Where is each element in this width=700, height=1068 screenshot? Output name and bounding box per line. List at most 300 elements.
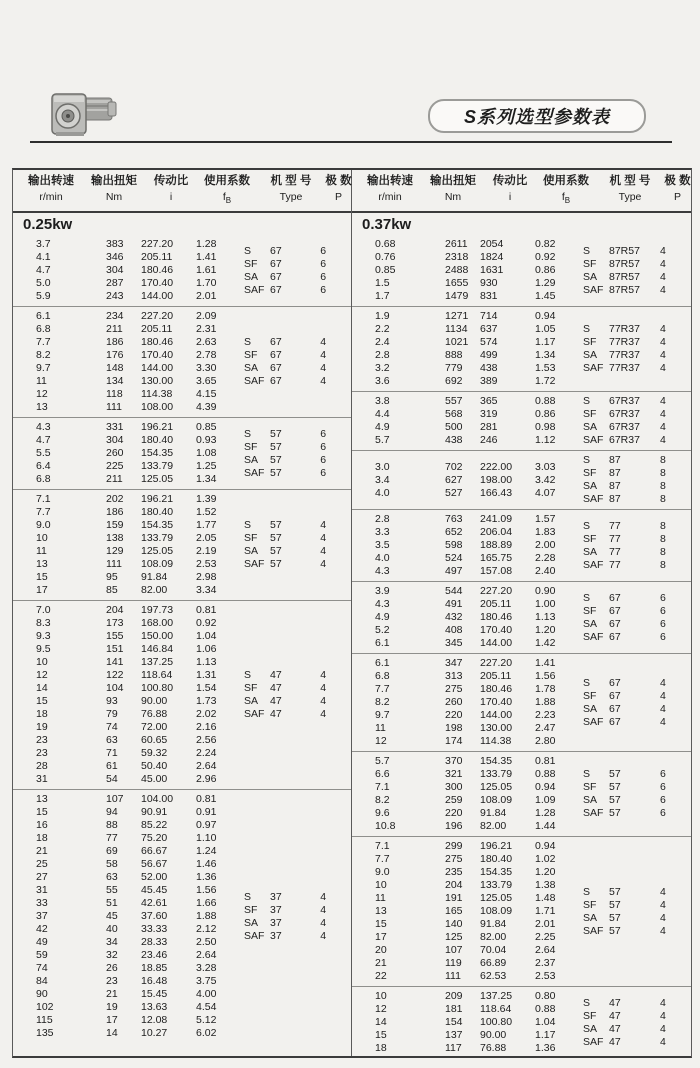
data-cell: 76.88 [480, 1042, 507, 1055]
data-cell: 1.7 [375, 290, 390, 303]
type-label [244, 362, 320, 375]
data-cell: 241.09 [480, 513, 513, 526]
header-unit: P [673, 191, 681, 203]
type-size: 67R37 [609, 421, 640, 434]
data-cell: 15 [36, 695, 48, 708]
data-cell: 52.00 [141, 871, 168, 884]
data-cell: 544 [445, 585, 463, 598]
data-cell: 2.78 [196, 349, 217, 362]
data-cell: 1.88 [196, 910, 217, 923]
data-cell: 408 [445, 624, 463, 637]
type-label [583, 794, 660, 807]
data-cell: 2.50 [196, 936, 217, 949]
data-cell: 15 [375, 918, 387, 931]
poles-value: 6 [320, 283, 327, 296]
data-cell: 1.9 [375, 310, 390, 323]
data-cell: 1.28 [535, 807, 556, 820]
data-cell: 6.8 [375, 670, 390, 683]
type-label [244, 375, 320, 388]
data-cell: 0.90 [535, 585, 556, 598]
data-cell: 70.04 [480, 944, 507, 957]
data-cell: 1.88 [535, 696, 556, 709]
type-label [583, 631, 660, 644]
type-size: 67 [609, 604, 621, 617]
type-size: 77 [609, 558, 621, 571]
data-cell: 1.52 [196, 506, 217, 519]
model-block [13, 600, 351, 789]
type-prefix: SA [583, 617, 598, 630]
type-prefix: S [583, 676, 591, 689]
type-prefix: SAF [244, 929, 265, 942]
block-data-rows [352, 395, 583, 447]
data-cell: 15 [375, 1029, 387, 1042]
data-cell: 82.00 [480, 820, 507, 833]
data-cell: 389 [480, 375, 498, 388]
data-cell: 5.7 [375, 755, 390, 768]
poles-value: 4 [660, 283, 666, 296]
data-cell: 6.4 [36, 460, 51, 473]
data-cell: 66.89 [480, 957, 507, 970]
type-size: 57 [609, 794, 621, 807]
type-prefix: SA [583, 545, 598, 558]
data-cell: 3.0 [375, 460, 390, 473]
data-cell: 3.6 [375, 375, 390, 388]
type-label [583, 258, 660, 271]
data-cell: 45 [106, 910, 118, 923]
data-cell: 56.67 [141, 858, 168, 871]
data-cell: 2.37 [535, 957, 556, 970]
type-label [583, 520, 660, 533]
data-cell: 4.3 [36, 421, 51, 434]
type-label [583, 546, 660, 559]
data-cell: 91.84 [480, 918, 507, 931]
type-prefix: SA [244, 695, 259, 708]
data-cell: 181 [445, 1003, 463, 1016]
data-cell: 2.96 [196, 773, 217, 786]
data-cell: 125.05 [480, 781, 513, 794]
type-prefix: SAF [583, 283, 604, 296]
data-cell: 95 [106, 571, 118, 584]
data-cell: 287 [106, 277, 124, 290]
data-cell: 4.15 [196, 388, 217, 401]
type-label [583, 997, 660, 1010]
data-cell: 3.03 [535, 460, 556, 473]
data-cell: 12 [36, 669, 48, 682]
type-label [583, 493, 660, 506]
poles-column [660, 768, 691, 820]
data-cell: 74 [36, 962, 48, 975]
column-header [352, 170, 691, 213]
model-block [352, 391, 691, 450]
type-prefix: S [244, 336, 252, 349]
type-size: 57 [270, 519, 282, 532]
data-cell: 438 [445, 434, 463, 447]
data-cell: 13 [36, 401, 48, 414]
data-cell: 176 [106, 349, 124, 362]
model-block [352, 509, 691, 581]
poles-column [660, 997, 691, 1049]
data-cell: 180.46 [141, 264, 174, 277]
data-cell: 2.98 [196, 571, 217, 584]
block-data-rows [13, 310, 244, 414]
data-cell: 4.7 [36, 264, 51, 277]
poles-value: 4 [320, 903, 327, 916]
data-cell: 7.7 [375, 853, 390, 866]
poles-value: 4 [660, 898, 666, 911]
data-cell: 79 [106, 708, 118, 721]
poles-value: 8 [660, 454, 666, 467]
data-cell: 2.47 [535, 722, 556, 735]
data-cell: 1.25 [196, 460, 217, 473]
model-block [352, 235, 691, 306]
type-label [583, 690, 660, 703]
data-cell: 49 [36, 936, 48, 949]
poles-column [660, 323, 691, 375]
header-unit-subscript: B [225, 196, 232, 206]
type-label [244, 917, 320, 930]
data-cell: 1479 [445, 290, 469, 303]
data-cell: 205.11 [141, 251, 173, 264]
type-prefix: S [244, 669, 252, 682]
type-size: 87 [609, 454, 621, 467]
data-cell: 702 [445, 460, 463, 473]
data-cell: 90 [36, 988, 48, 1001]
type-size: 57 [270, 440, 282, 453]
type-label [583, 605, 660, 618]
data-cell: 90.00 [141, 695, 168, 708]
data-cell: 1021 [445, 336, 469, 349]
type-prefix: S [583, 395, 591, 408]
data-cell: 15.45 [141, 988, 168, 1001]
poles-value: 4 [660, 434, 666, 447]
data-cell: 6.1 [375, 657, 390, 670]
header-divider [30, 141, 672, 143]
poles-value: 4 [320, 916, 327, 929]
data-cell: 2.64 [535, 944, 556, 957]
data-cell: 180.40 [141, 506, 174, 519]
poles-column [320, 245, 351, 297]
header-label: 使用系数 [543, 175, 589, 187]
type-prefix: SF [583, 781, 597, 794]
type-size: 57 [609, 898, 621, 911]
data-cell: 125.05 [141, 545, 174, 558]
type-label [583, 349, 660, 362]
data-cell: 1.54 [196, 682, 217, 695]
data-cell: 1.24 [196, 845, 217, 858]
data-cell: 137.25 [141, 656, 174, 669]
poles-column [660, 395, 691, 447]
data-cell: 26 [106, 962, 118, 975]
data-cell: 9.3 [36, 630, 51, 643]
data-cell: 125.05 [480, 892, 513, 905]
type-label [244, 545, 320, 558]
data-cell: 180.46 [141, 336, 174, 349]
type-column [583, 677, 660, 729]
poles-value: 4 [320, 519, 327, 532]
poles-value: 4 [660, 1035, 666, 1048]
data-cell: 1.10 [196, 832, 217, 845]
type-prefix: SF [583, 1009, 597, 1022]
type-size: 67 [270, 270, 282, 283]
data-cell: 75.20 [141, 832, 168, 845]
header-label: 输出扭矩 [430, 175, 476, 187]
data-cell: 2.00 [535, 539, 556, 552]
data-cell: 137.25 [480, 990, 513, 1003]
data-cell: 54 [106, 773, 118, 786]
data-cell: 1.04 [196, 630, 217, 643]
data-cell: 82.00 [141, 584, 168, 597]
data-cell: 18 [36, 708, 48, 721]
data-cell: 7.7 [36, 506, 51, 519]
type-size: 67R37 [609, 408, 640, 421]
data-cell: 1.04 [535, 1016, 556, 1029]
type-prefix: S [583, 996, 591, 1009]
type-label [583, 480, 660, 493]
type-size: 47 [270, 669, 282, 682]
data-cell: 9.6 [375, 807, 390, 820]
power-rating-title: 0.37kw [362, 216, 412, 234]
data-cell: 180.40 [480, 853, 513, 866]
type-size: 47 [270, 682, 282, 695]
poles-value: 4 [320, 336, 327, 349]
type-prefix: SA [583, 702, 598, 715]
data-cell: 574 [480, 336, 498, 349]
type-label [244, 336, 320, 349]
data-cell: 3.65 [196, 375, 217, 388]
poles-value: 8 [660, 532, 666, 545]
data-cell: 3.8 [375, 395, 390, 408]
type-prefix: SA [583, 911, 598, 924]
poles-value: 6 [320, 466, 327, 479]
data-cell: 0.81 [535, 755, 556, 768]
data-cell: 220 [445, 807, 463, 820]
data-cell: 2.4 [375, 336, 390, 349]
data-cell: 4.9 [375, 421, 390, 434]
poles-value: 4 [320, 708, 327, 721]
type-size: 77 [609, 545, 621, 558]
type-prefix: S [244, 519, 252, 532]
data-cell: 6.1 [375, 637, 390, 650]
header-label: 输出转速 [367, 175, 413, 187]
data-cell: 59 [36, 949, 48, 962]
type-prefix: SA [583, 1022, 598, 1035]
type-size: 37 [270, 903, 282, 916]
data-cell: 1.36 [196, 871, 217, 884]
data-cell: 1.53 [535, 362, 556, 375]
data-cell: 557 [445, 395, 463, 408]
type-prefix: SF [244, 349, 258, 362]
data-cell: 3.28 [196, 962, 217, 975]
data-cell: 225 [106, 460, 124, 473]
block-data-rows [352, 513, 583, 578]
type-prefix: SF [583, 604, 597, 617]
data-cell: 85 [106, 584, 118, 597]
data-cell: 2.09 [196, 310, 217, 323]
type-size: 57 [609, 911, 621, 924]
data-cell: 69 [106, 845, 118, 858]
data-cell: 1.56 [535, 670, 556, 683]
poles-value: 6 [660, 591, 666, 604]
type-size: 67 [270, 362, 282, 375]
data-cell: 74 [106, 721, 118, 734]
data-cell: 21 [36, 845, 48, 858]
type-label [583, 677, 660, 690]
data-cell: 227.20 [480, 585, 513, 598]
data-cell: 220 [445, 709, 463, 722]
type-label [583, 421, 660, 434]
data-cell: 304 [106, 264, 124, 277]
header-unit: $f_B$ [561, 191, 571, 206]
type-prefix: SA [244, 362, 259, 375]
header-row-labels [13, 173, 351, 190]
type-label [244, 708, 320, 721]
data-cell: 10.8 [375, 820, 396, 833]
data-cell: 1.31 [196, 669, 217, 682]
data-cell: 180.40 [141, 434, 174, 447]
gear-reducer-illustration [44, 88, 120, 142]
data-cell: 9.5 [36, 643, 51, 656]
data-cell: 763 [445, 513, 463, 526]
type-size: 77R37 [609, 349, 640, 362]
data-cell: 1.66 [196, 897, 217, 910]
data-cell: 17 [375, 931, 387, 944]
data-cell: 144.00 [141, 362, 174, 375]
data-cell: 32 [106, 949, 118, 962]
data-cell: 0.98 [535, 421, 556, 434]
poles-value: 8 [660, 558, 666, 571]
type-label [244, 891, 320, 904]
data-cell: 14 [36, 682, 48, 695]
data-cell: 5.0 [36, 277, 51, 290]
data-cell: 45.00 [141, 773, 168, 786]
header-row-units [352, 190, 691, 208]
data-cell: 23 [36, 747, 48, 760]
data-cell: 209 [445, 990, 463, 1003]
data-cell: 260 [106, 447, 124, 460]
data-cell: 1.17 [535, 1029, 556, 1042]
data-cell: 1134 [445, 323, 468, 336]
page-title: S系列选型参数表 [463, 107, 610, 127]
data-cell: 23 [106, 975, 118, 988]
data-cell: 888 [445, 349, 463, 362]
data-cell: 6.02 [196, 1027, 217, 1040]
data-cell: 1.12 [535, 434, 556, 447]
type-prefix: SF [583, 336, 597, 349]
data-cell: 1.41 [196, 251, 217, 264]
data-cell: 168.00 [141, 617, 174, 630]
data-cell: 140 [445, 918, 463, 931]
type-size: 87 [609, 493, 621, 506]
data-cell: 0.81 [196, 793, 217, 806]
type-size: 67 [270, 375, 282, 388]
data-cell: 500 [445, 421, 463, 434]
type-label [244, 695, 320, 708]
data-cell: 598 [445, 539, 463, 552]
data-cell: 157.08 [480, 565, 513, 578]
data-cell: 524 [445, 552, 463, 565]
data-cell: 300 [445, 781, 463, 794]
data-cell: 122 [106, 669, 124, 682]
type-size: 67 [609, 715, 621, 728]
type-prefix: S [583, 323, 591, 336]
data-cell: 4.00 [196, 988, 217, 1001]
data-cell: 13 [36, 793, 48, 806]
data-cell: 4.3 [375, 565, 390, 578]
data-cell: 5.9 [36, 290, 51, 303]
block-data-rows [13, 238, 244, 303]
data-cell: 2.25 [535, 931, 556, 944]
data-cell: 8.2 [36, 349, 51, 362]
data-cell: 627 [445, 473, 463, 486]
type-label [244, 669, 320, 682]
poles-value: 6 [320, 440, 327, 453]
data-cell: 170.40 [141, 349, 174, 362]
type-prefix: S [583, 591, 591, 604]
type-size: 87R57 [609, 244, 640, 257]
data-cell: 21 [375, 957, 387, 970]
data-cell: 370 [445, 755, 463, 768]
type-prefix: SF [244, 903, 258, 916]
data-cell: 174 [445, 735, 463, 748]
data-cell: 2.53 [196, 558, 217, 571]
data-cell: 25 [36, 858, 48, 871]
poles-value: 6 [660, 768, 666, 781]
type-prefix: SF [244, 682, 258, 695]
data-cell: 144.00 [480, 709, 513, 722]
data-cell: 2.80 [535, 735, 556, 748]
poles-value: 4 [320, 349, 327, 362]
block-data-rows [13, 421, 244, 486]
data-cell: 154.35 [141, 519, 174, 532]
data-cell: 1.73 [196, 695, 217, 708]
power-rating-title: 0.25kw [23, 216, 73, 234]
type-label [583, 395, 660, 408]
data-cell: 1.06 [196, 643, 217, 656]
block-data-rows [13, 793, 244, 1040]
type-prefix: SA [583, 349, 598, 362]
data-cell: 1.34 [196, 473, 217, 486]
data-cell: 2.12 [196, 923, 217, 936]
type-size: 37 [270, 916, 282, 929]
data-cell: 85.22 [141, 819, 168, 832]
data-cell: 3.9 [375, 585, 390, 598]
type-label [244, 519, 320, 532]
data-cell: 166.43 [480, 486, 513, 499]
data-cell: 227.20 [141, 310, 174, 323]
type-label [583, 362, 660, 375]
data-cell: 19 [106, 1001, 118, 1014]
type-size: 67 [609, 702, 621, 715]
data-cell: 3.4 [375, 473, 390, 486]
data-cell: 9.7 [375, 709, 390, 722]
data-cell: 119 [445, 957, 462, 970]
poles-column [320, 669, 351, 721]
data-cell: 2.2 [375, 323, 390, 336]
data-cell: 165.75 [480, 552, 513, 565]
type-size: 67 [609, 630, 621, 643]
header-label: 传动比 [153, 175, 189, 187]
type-label [583, 434, 660, 447]
data-cell: 33 [36, 897, 48, 910]
data-cell: 9.0 [36, 519, 51, 532]
type-prefix: SAF [583, 924, 604, 937]
type-prefix: SAF [583, 558, 604, 571]
data-cell: 37.60 [141, 910, 168, 923]
data-cell: 10 [36, 656, 48, 669]
poles-value: 4 [660, 323, 666, 336]
type-label [244, 349, 320, 362]
data-cell: 91.84 [141, 571, 168, 584]
